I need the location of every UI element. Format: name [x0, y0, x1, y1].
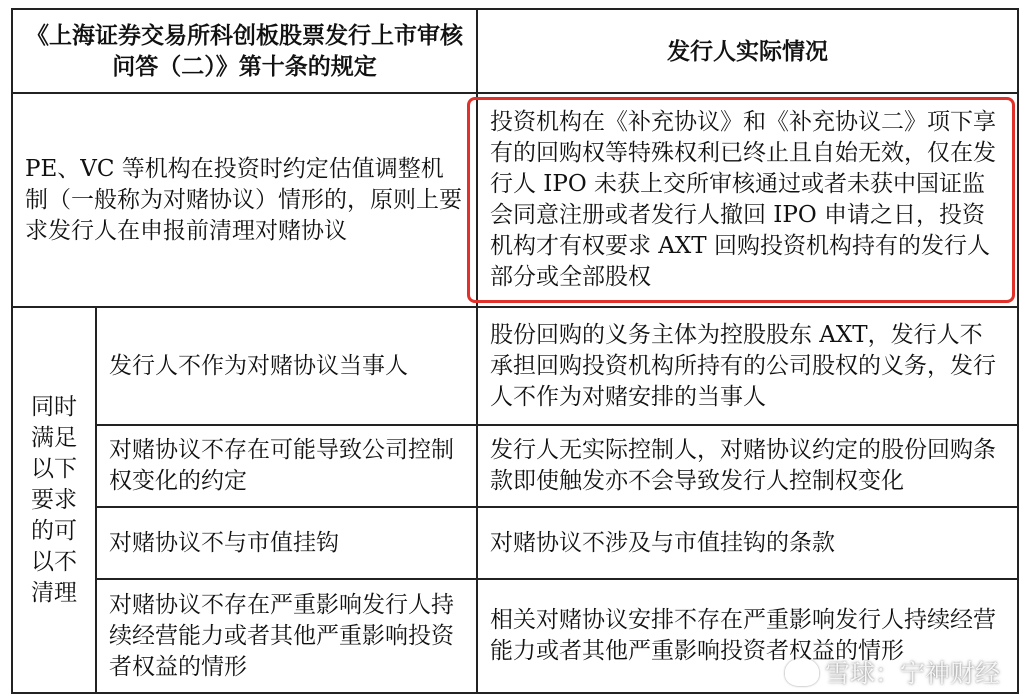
condition-requirement-cell: 对赌协议不与市值挂钩	[96, 507, 477, 579]
header-row	[12, 9, 1018, 93]
condition-group-label: 同时满足以下要求的可以不清理	[31, 393, 77, 606]
condition-actual-cell: 发行人无实际控制人，对赌协议约定的股份回购条款即使触发亦不会导致发行人控制权变化	[477, 425, 1018, 507]
table-row	[12, 425, 1018, 507]
ipo-rules-table	[11, 8, 1019, 694]
snowball-logo-icon	[785, 658, 819, 686]
principle-rule-cell: PE、VC 等机构在投资时约定估值调整机制（一般称为对赌协议）情形的，原则上要求发行人在申报前清理对赌协议	[12, 93, 477, 307]
watermark-text: 雪球：宁神财经	[824, 659, 1000, 688]
table-row	[12, 507, 1018, 579]
header-actual-cell: 发行人实际情况	[477, 9, 1018, 93]
condition-actual-cell: 对赌协议不涉及与市值挂钩的条款	[477, 507, 1018, 579]
watermark	[785, 654, 1000, 690]
header-rule-cell: 《上海证券交易所科创板股票发行上市审核问答（二）》第十条的规定	[12, 9, 477, 93]
condition-requirement-cell: 发行人不作为对赌协议当事人	[96, 307, 477, 425]
condition-requirement-cell: 对赌协议不存在严重影响发行人持续经营能力或者其他严重影响投资者权益的情形	[96, 579, 477, 693]
condition-requirement-cell: 对赌协议不存在可能导致公司控制权变化的约定	[96, 425, 477, 507]
table-row	[12, 307, 1018, 425]
principle-actual-cell: 投资机构在《补充协议》和《补充协议二》项下享有的回购权等特殊权利已终止且自始无效，仅在发行人 IPO 未获上交所审核通过或者未获中国证监会同意注册或者发行人撤回 IPO 申请之日，投资机构才有权要求 AXT 回购投资机构持有的发行人部分或全部股权	[477, 93, 1018, 307]
principle-row	[12, 93, 1018, 307]
condition-actual-cell: 股份回购的义务主体为控股股东 AXT，发行人不承担回购投资机构所持有的公司股权的义务，发行人不作为对赌安排的当事人	[477, 307, 1018, 425]
condition-actual-cell: 相关对赌协议安排不存在严重影响发行人持续经营能力或者其他严重影响投资者权益的情形	[477, 579, 1018, 693]
condition-group-label-cell	[12, 307, 96, 693]
